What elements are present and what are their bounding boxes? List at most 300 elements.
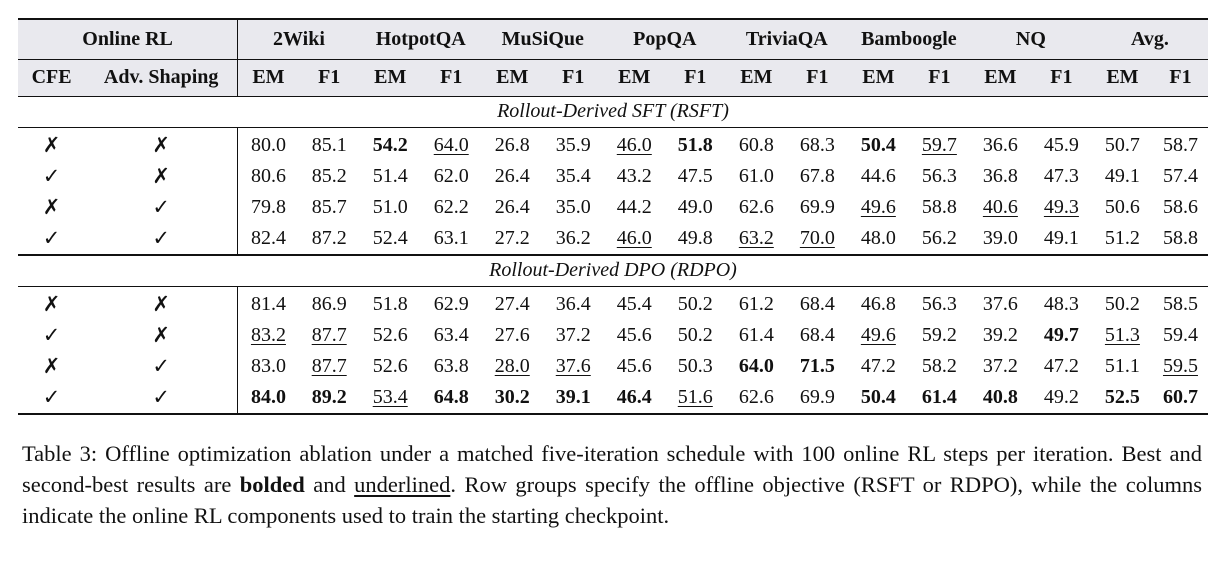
cfe-mark: ✓ <box>18 382 85 414</box>
score-cell <box>421 192 482 223</box>
score-value: 87.2 <box>311 226 347 249</box>
score-value: 84.0 <box>250 385 286 408</box>
score-cell <box>421 286 482 320</box>
adv-shaping-mark: ✗ <box>85 286 238 320</box>
adv-shaping-mark: ✓ <box>85 351 238 382</box>
score-cell <box>543 351 604 382</box>
score-cell <box>909 127 970 161</box>
score-value: 62.6 <box>738 385 774 408</box>
header-metric-f1: F1 <box>421 59 482 96</box>
score-value: 63.4 <box>433 323 469 346</box>
score-cell <box>909 223 970 255</box>
score-value: 50.2 <box>677 292 713 315</box>
score-cell <box>787 161 848 192</box>
score-value: 50.2 <box>1104 292 1140 315</box>
table-row <box>18 382 1208 414</box>
score-value: 47.3 <box>1043 164 1079 187</box>
score-cell <box>604 320 665 351</box>
score-value: 45.9 <box>1043 133 1079 156</box>
score-value: 58.6 <box>1162 195 1198 218</box>
score-cell <box>1031 161 1092 192</box>
table-row <box>18 223 1208 255</box>
score-cell <box>1031 286 1092 320</box>
header-metric-f1: F1 <box>1153 59 1208 96</box>
cfe-mark: ✓ <box>42 322 61 347</box>
score-value: 64.0 <box>433 133 469 156</box>
score-cell <box>665 286 726 320</box>
score-value: 44.2 <box>616 195 652 218</box>
score-cell <box>848 192 909 223</box>
score-cell <box>1153 223 1208 255</box>
score-value: 56.3 <box>921 164 957 187</box>
score-value: 49.7 <box>1043 323 1079 346</box>
score-cell <box>543 320 604 351</box>
score-cell <box>360 127 421 161</box>
score-cell <box>1153 382 1208 414</box>
score-cell <box>1031 382 1092 414</box>
score-cell <box>238 286 299 320</box>
score-cell <box>970 223 1031 255</box>
score-cell <box>299 161 360 192</box>
score-value: 59.5 <box>1162 354 1198 377</box>
score-cell <box>787 223 848 255</box>
header-dataset: 2Wiki <box>238 19 360 59</box>
score-value: 49.1 <box>1104 164 1140 187</box>
score-value: 49.1 <box>1043 226 1079 249</box>
cfe-mark: ✓ <box>42 163 61 188</box>
score-value: 71.5 <box>799 354 835 377</box>
score-value: 83.0 <box>250 354 286 377</box>
score-value: 62.0 <box>433 164 469 187</box>
score-value: 68.4 <box>799 323 835 346</box>
score-cell <box>360 351 421 382</box>
score-cell <box>299 192 360 223</box>
score-cell <box>1092 223 1153 255</box>
score-cell <box>482 351 543 382</box>
score-value: 56.3 <box>921 292 957 315</box>
score-cell <box>726 161 787 192</box>
score-cell <box>604 127 665 161</box>
score-value: 68.4 <box>799 292 835 315</box>
score-value: 36.4 <box>555 292 591 315</box>
score-cell <box>543 286 604 320</box>
score-cell <box>238 382 299 414</box>
header-metric-f1: F1 <box>665 59 726 96</box>
score-value: 58.2 <box>921 354 957 377</box>
group-header-row <box>18 255 1208 287</box>
score-cell <box>238 351 299 382</box>
header-metric-em: EM <box>848 59 909 96</box>
score-cell <box>482 320 543 351</box>
score-value: 62.9 <box>433 292 469 315</box>
score-cell <box>726 286 787 320</box>
table-caption <box>22 438 1202 531</box>
score-cell <box>787 351 848 382</box>
score-cell <box>970 286 1031 320</box>
score-cell <box>299 382 360 414</box>
score-value: 48.3 <box>1043 292 1079 315</box>
score-cell <box>604 286 665 320</box>
score-cell <box>604 192 665 223</box>
adv-shaping-mark: ✓ <box>85 192 238 223</box>
score-cell <box>848 382 909 414</box>
score-value: 70.0 <box>799 226 835 249</box>
score-cell <box>970 351 1031 382</box>
score-cell <box>909 351 970 382</box>
score-value: 83.2 <box>250 323 286 346</box>
score-value: 61.0 <box>738 164 774 187</box>
score-cell <box>1031 127 1092 161</box>
table-row <box>18 351 1208 382</box>
score-value: 36.6 <box>982 133 1018 156</box>
score-cell <box>970 127 1031 161</box>
score-cell <box>421 127 482 161</box>
table-row <box>18 192 1208 223</box>
score-value: 52.4 <box>372 226 408 249</box>
score-cell <box>238 161 299 192</box>
header-dataset: TriviaQA <box>726 19 848 59</box>
score-value: 80.6 <box>250 164 286 187</box>
score-cell <box>787 286 848 320</box>
score-cell <box>848 351 909 382</box>
score-cell <box>299 223 360 255</box>
score-cell <box>482 286 543 320</box>
score-value: 86.9 <box>311 292 347 315</box>
score-cell <box>726 382 787 414</box>
score-cell <box>787 320 848 351</box>
header-metric-em: EM <box>238 59 299 96</box>
caption-underline-word: underlined <box>354 472 451 497</box>
score-value: 87.7 <box>311 323 347 346</box>
score-value: 50.3 <box>677 354 713 377</box>
score-cell <box>604 223 665 255</box>
score-value: 60.8 <box>738 133 774 156</box>
score-value: 67.8 <box>799 164 835 187</box>
score-value: 85.7 <box>311 195 347 218</box>
results-table-container <box>18 18 1208 415</box>
score-value: 54.2 <box>372 133 408 156</box>
score-value: 61.4 <box>921 385 957 408</box>
score-cell <box>1031 223 1092 255</box>
adv-shaping-mark: ✗ <box>85 320 238 351</box>
score-cell <box>665 320 726 351</box>
score-cell <box>726 223 787 255</box>
score-value: 63.1 <box>433 226 469 249</box>
score-value: 52.5 <box>1104 385 1140 408</box>
score-cell <box>726 127 787 161</box>
score-value: 46.0 <box>616 133 652 156</box>
score-value: 51.3 <box>1104 323 1140 346</box>
score-value: 81.4 <box>250 292 286 315</box>
score-value: 52.6 <box>372 323 408 346</box>
score-value: 39.2 <box>982 323 1018 346</box>
score-value: 62.2 <box>433 195 469 218</box>
score-cell <box>543 382 604 414</box>
header-metric-f1: F1 <box>1031 59 1092 96</box>
score-value: 37.2 <box>555 323 591 346</box>
adv-shaping-mark: ✓ <box>85 382 238 414</box>
score-cell <box>726 192 787 223</box>
score-cell <box>1092 382 1153 414</box>
score-value: 53.4 <box>372 385 408 408</box>
header-dataset: HotpotQA <box>360 19 482 59</box>
score-cell <box>726 320 787 351</box>
score-value: 47.5 <box>677 164 713 187</box>
score-value: 57.4 <box>1162 164 1198 187</box>
header-adv-shaping: Adv. Shaping <box>85 59 238 96</box>
score-value: 45.4 <box>616 292 652 315</box>
score-value: 40.8 <box>982 385 1018 408</box>
score-value: 85.1 <box>311 133 347 156</box>
table-row <box>18 127 1208 161</box>
table-row <box>18 161 1208 192</box>
score-value: 58.7 <box>1162 133 1198 156</box>
score-cell <box>299 286 360 320</box>
score-cell <box>909 161 970 192</box>
score-value: 63.2 <box>738 226 774 249</box>
caption-text: and <box>304 472 355 497</box>
score-value: 48.0 <box>860 226 896 249</box>
score-cell <box>482 223 543 255</box>
score-cell <box>909 192 970 223</box>
score-cell <box>1092 127 1153 161</box>
score-cell <box>909 286 970 320</box>
score-cell <box>604 351 665 382</box>
adv-shaping-mark: ✓ <box>85 223 238 255</box>
score-cell <box>1092 192 1153 223</box>
score-value: 69.9 <box>799 195 835 218</box>
score-cell <box>848 127 909 161</box>
score-value: 35.0 <box>555 195 591 218</box>
score-cell <box>360 223 421 255</box>
score-value: 64.8 <box>433 385 469 408</box>
score-cell <box>970 382 1031 414</box>
score-cell <box>299 320 360 351</box>
score-value: 35.9 <box>555 133 591 156</box>
results-table <box>18 18 1208 415</box>
table-row <box>18 320 1208 351</box>
score-cell <box>604 382 665 414</box>
score-value: 51.4 <box>372 164 408 187</box>
score-cell <box>482 192 543 223</box>
score-value: 46.4 <box>616 385 652 408</box>
group-title: Rollout-Derived SFT (RSFT) <box>18 96 1208 127</box>
score-cell <box>665 223 726 255</box>
header-metric-em: EM <box>604 59 665 96</box>
score-cell <box>543 161 604 192</box>
score-value: 51.6 <box>677 385 713 408</box>
score-cell <box>665 127 726 161</box>
score-value: 58.8 <box>1162 226 1198 249</box>
score-value: 69.9 <box>799 385 835 408</box>
score-cell <box>909 382 970 414</box>
score-value: 49.6 <box>860 195 896 218</box>
header-row-datasets <box>18 19 1208 59</box>
header-cfe: CFE <box>18 59 85 96</box>
score-value: 62.6 <box>738 195 774 218</box>
score-value: 52.6 <box>372 354 408 377</box>
score-cell <box>1031 192 1092 223</box>
score-value: 45.6 <box>616 323 652 346</box>
header-metric-em: EM <box>1092 59 1153 96</box>
score-value: 28.0 <box>494 354 530 377</box>
score-cell <box>848 286 909 320</box>
score-value: 26.4 <box>494 195 530 218</box>
score-value: 59.7 <box>921 133 957 156</box>
score-value: 51.8 <box>677 133 713 156</box>
score-value: 56.2 <box>921 226 957 249</box>
score-value: 50.2 <box>677 323 713 346</box>
score-cell <box>665 161 726 192</box>
score-cell <box>238 127 299 161</box>
header-dataset: NQ <box>970 19 1092 59</box>
score-cell <box>787 382 848 414</box>
score-value: 39.0 <box>982 226 1018 249</box>
score-value: 39.1 <box>555 385 591 408</box>
caption-text: . Row groups specify the offline objective (RSFT or RDPO), while the columns indicate the online RL components used to train the starting checkpoint. <box>22 472 1202 528</box>
score-value: 26.8 <box>494 133 530 156</box>
score-cell <box>970 192 1031 223</box>
adv-shaping-mark: ✗ <box>85 161 238 192</box>
score-value: 51.0 <box>372 195 408 218</box>
score-value: 51.8 <box>372 292 408 315</box>
score-value: 49.6 <box>860 323 896 346</box>
header-dataset: MuSiQue <box>482 19 604 59</box>
score-cell <box>543 127 604 161</box>
score-cell <box>1092 286 1153 320</box>
header-metric-f1: F1 <box>299 59 360 96</box>
score-cell <box>1153 161 1208 192</box>
header-metric-f1: F1 <box>543 59 604 96</box>
score-cell <box>1092 351 1153 382</box>
score-cell <box>421 223 482 255</box>
score-value: 79.8 <box>250 195 286 218</box>
score-value: 47.2 <box>1043 354 1079 377</box>
score-cell <box>1153 192 1208 223</box>
cfe-mark: ✗ <box>42 132 61 157</box>
score-cell <box>1153 320 1208 351</box>
score-value: 43.2 <box>616 164 652 187</box>
header-metric-em: EM <box>970 59 1031 96</box>
header-metric-em: EM <box>360 59 421 96</box>
score-value: 49.3 <box>1043 195 1079 218</box>
score-value: 37.6 <box>982 292 1018 315</box>
score-value: 68.3 <box>799 133 835 156</box>
cfe-mark: ✗ <box>42 291 61 316</box>
score-cell <box>482 382 543 414</box>
score-value: 58.8 <box>921 195 957 218</box>
score-value: 59.2 <box>921 323 957 346</box>
score-value: 36.8 <box>982 164 1018 187</box>
score-value: 85.2 <box>311 164 347 187</box>
score-value: 45.6 <box>616 354 652 377</box>
score-cell <box>238 192 299 223</box>
score-value: 49.2 <box>1043 385 1079 408</box>
score-cell <box>421 351 482 382</box>
score-cell <box>360 286 421 320</box>
score-value: 44.6 <box>860 164 896 187</box>
score-value: 50.6 <box>1104 195 1140 218</box>
group-title: Rollout-Derived DPO (RDPO) <box>18 255 1208 287</box>
score-cell <box>360 382 421 414</box>
score-cell <box>299 351 360 382</box>
score-value: 64.0 <box>738 354 774 377</box>
score-value: 40.6 <box>982 195 1018 218</box>
score-cell <box>787 127 848 161</box>
table-row <box>18 286 1208 320</box>
score-value: 30.2 <box>494 385 530 408</box>
score-cell <box>482 161 543 192</box>
header-metric-em: EM <box>482 59 543 96</box>
caption-text: Table 3: Offline optimization ablation under a matched five-iteration schedule with 100 online RL steps per iteration. Best and second-best results are <box>22 441 1202 497</box>
header-metric-f1: F1 <box>787 59 848 96</box>
score-value: 36.2 <box>555 226 591 249</box>
score-value: 46.0 <box>616 226 652 249</box>
cfe-mark: ✓ <box>18 223 85 255</box>
score-cell <box>665 382 726 414</box>
score-value: 58.5 <box>1162 292 1198 315</box>
score-value: 35.4 <box>555 164 591 187</box>
score-value: 51.1 <box>1104 354 1140 377</box>
score-value: 27.2 <box>494 226 530 249</box>
score-value: 82.4 <box>250 226 286 249</box>
score-value: 49.8 <box>677 226 713 249</box>
score-value: 89.2 <box>311 385 347 408</box>
score-cell <box>421 382 482 414</box>
score-value: 49.0 <box>677 195 713 218</box>
score-value: 59.4 <box>1162 323 1198 346</box>
score-cell <box>909 320 970 351</box>
score-cell <box>848 161 909 192</box>
score-cell <box>1031 351 1092 382</box>
score-value: 50.7 <box>1104 133 1140 156</box>
score-cell <box>726 351 787 382</box>
score-value: 26.4 <box>494 164 530 187</box>
score-value: 51.2 <box>1104 226 1140 249</box>
score-cell <box>604 161 665 192</box>
score-cell <box>665 192 726 223</box>
score-cell <box>543 223 604 255</box>
score-cell <box>360 192 421 223</box>
score-value: 37.2 <box>982 354 1018 377</box>
score-cell <box>1031 320 1092 351</box>
score-cell <box>787 192 848 223</box>
score-value: 87.7 <box>311 354 347 377</box>
score-cell <box>421 320 482 351</box>
header-dataset: Avg. <box>1092 19 1208 59</box>
score-cell <box>360 320 421 351</box>
score-cell <box>848 320 909 351</box>
score-cell <box>848 223 909 255</box>
score-cell <box>421 161 482 192</box>
cfe-mark: ✗ <box>42 353 61 378</box>
cfe-mark: ✗ <box>42 194 61 219</box>
score-value: 50.4 <box>860 385 896 408</box>
score-value: 80.0 <box>250 133 286 156</box>
score-cell <box>1092 161 1153 192</box>
score-cell <box>543 192 604 223</box>
score-value: 61.2 <box>738 292 774 315</box>
score-cell <box>665 351 726 382</box>
score-value: 46.8 <box>860 292 896 315</box>
score-value: 61.4 <box>738 323 774 346</box>
score-cell <box>1153 351 1208 382</box>
score-value: 60.7 <box>1162 385 1198 408</box>
group-header-row <box>18 96 1208 127</box>
score-value: 47.2 <box>860 354 896 377</box>
score-cell <box>299 127 360 161</box>
score-value: 50.4 <box>860 133 896 156</box>
